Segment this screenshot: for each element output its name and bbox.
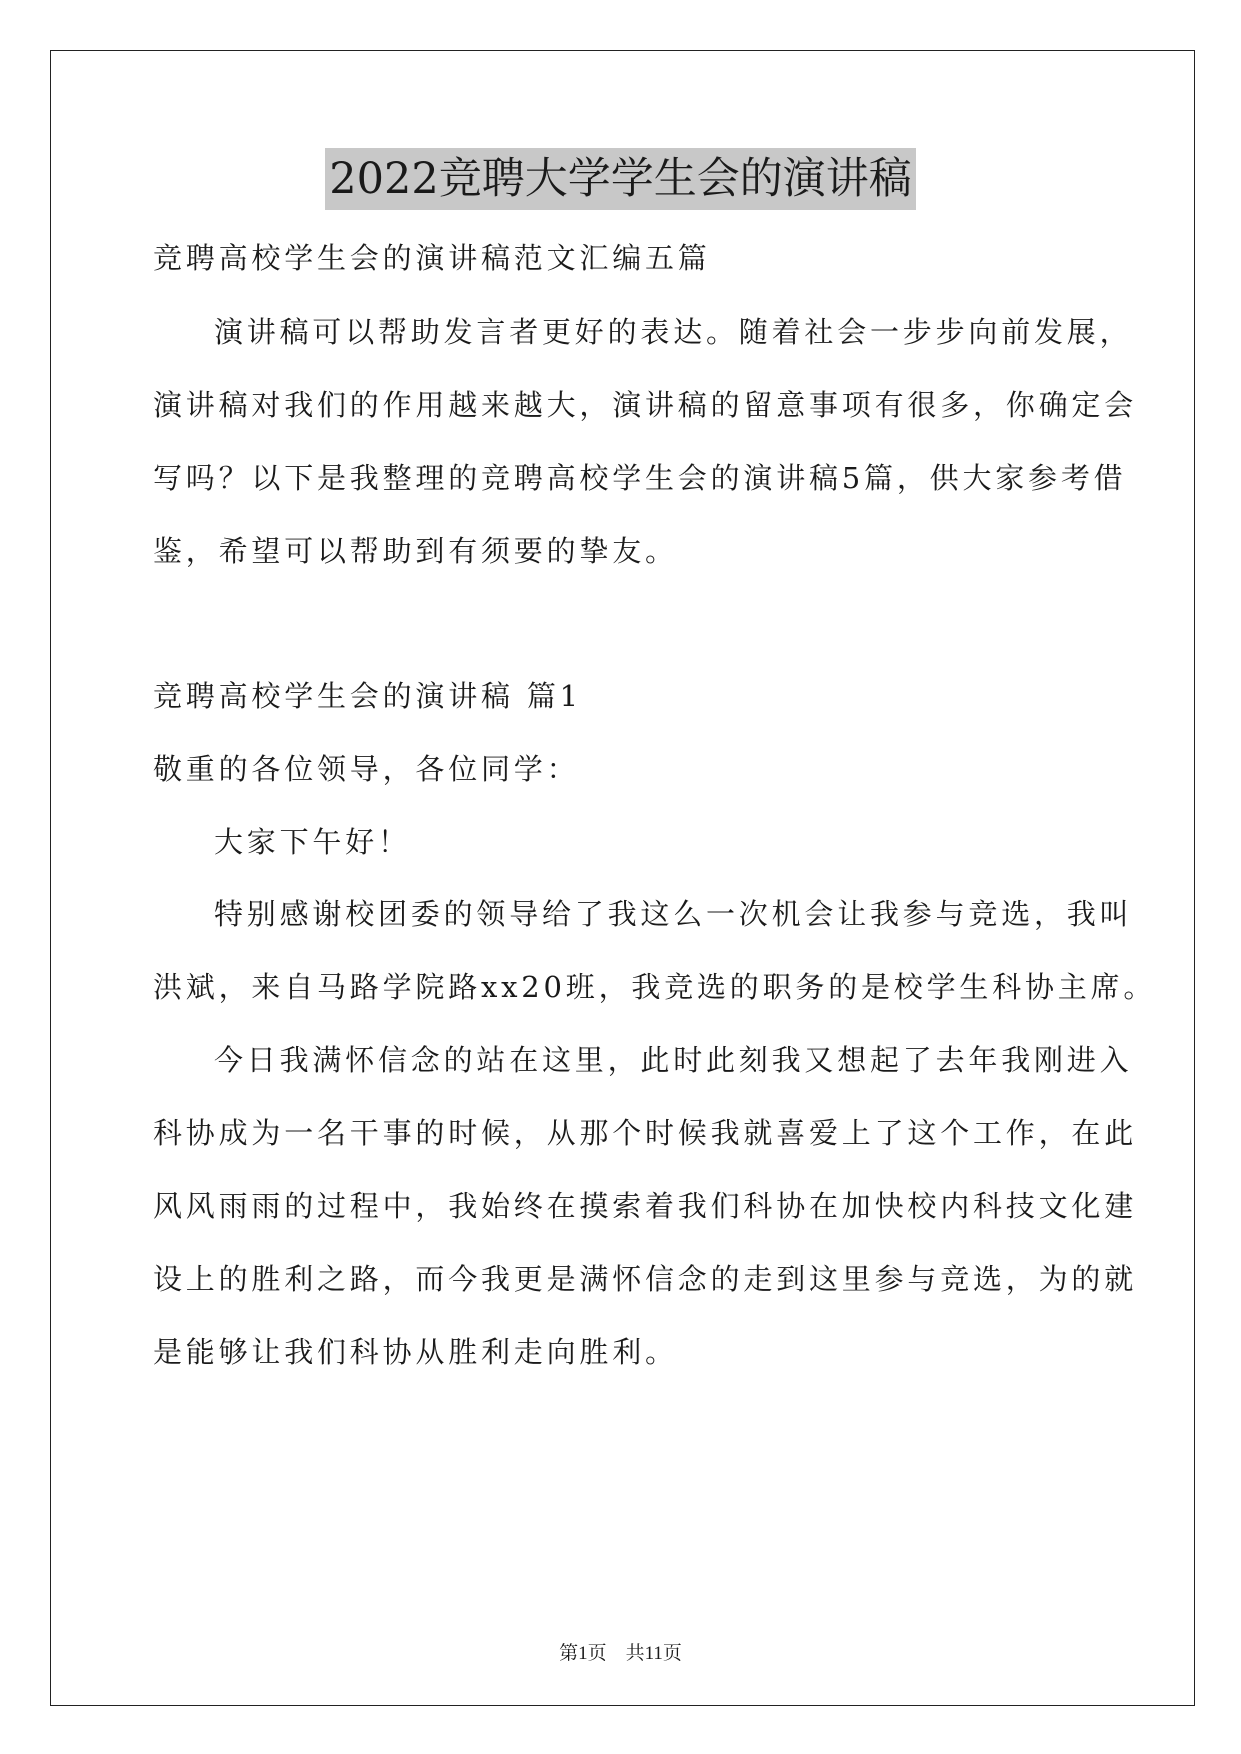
- intro-line-1: 演讲稿可以帮助发言者更好的表达。随着社会一步步向前发展，: [214, 315, 1133, 349]
- para2-line-3: 风风雨雨的过程中，我始终在摸索着我们科协在加快校内科技文化建: [153, 1189, 1138, 1223]
- intro-line-3: 写吗？以下是我整理的竞聘高校学生会的演讲稿5篇，供大家参考借: [153, 461, 1127, 495]
- intro-line-2: 演讲稿对我们的作用越来越大，演讲稿的留意事项有很多，你确定会: [153, 388, 1138, 422]
- salutation: 敬重的各位领导，各位同学：: [153, 752, 580, 786]
- para1-line-1: 特别感谢校团委的领导给了我这么一次机会让我参与竞选，我叫: [214, 897, 1133, 931]
- document-title: 2022竞聘大学学生会的演讲稿: [325, 148, 915, 210]
- para2-line-5: 是能够让我们科协从胜利走向胜利。: [153, 1335, 678, 1369]
- page-border: [50, 50, 1195, 1706]
- section-heading: 竞聘高校学生会的演讲稿 篇1: [153, 679, 582, 713]
- intro-line-4: 鉴，希望可以帮助到有须要的挚友。: [153, 534, 678, 568]
- page-footer: [0, 1638, 1241, 1665]
- para2-line-2: 科协成为一名干事的时候，从那个时候我就喜爱上了这个工作，在此: [153, 1116, 1138, 1150]
- page-total: 共11页: [625, 1643, 682, 1664]
- page-number: 第1页: [559, 1643, 607, 1664]
- greeting: 大家下午好！: [214, 825, 411, 859]
- para1-line-2: 洪斌，来自马路学院路xx20班，我竞选的职务的是校学生科协主席。: [153, 970, 1157, 1004]
- para2-line-4: 设上的胜利之路，而今我更是满怀信念的走到这里参与竞选，为的就: [153, 1262, 1138, 1296]
- title-wrap: [0, 148, 1241, 210]
- document-subtitle: 竞聘高校学生会的演讲稿范文汇编五篇: [153, 241, 711, 275]
- para2-line-1: 今日我满怀信念的站在这里，此时此刻我又想起了去年我刚进入: [214, 1043, 1133, 1077]
